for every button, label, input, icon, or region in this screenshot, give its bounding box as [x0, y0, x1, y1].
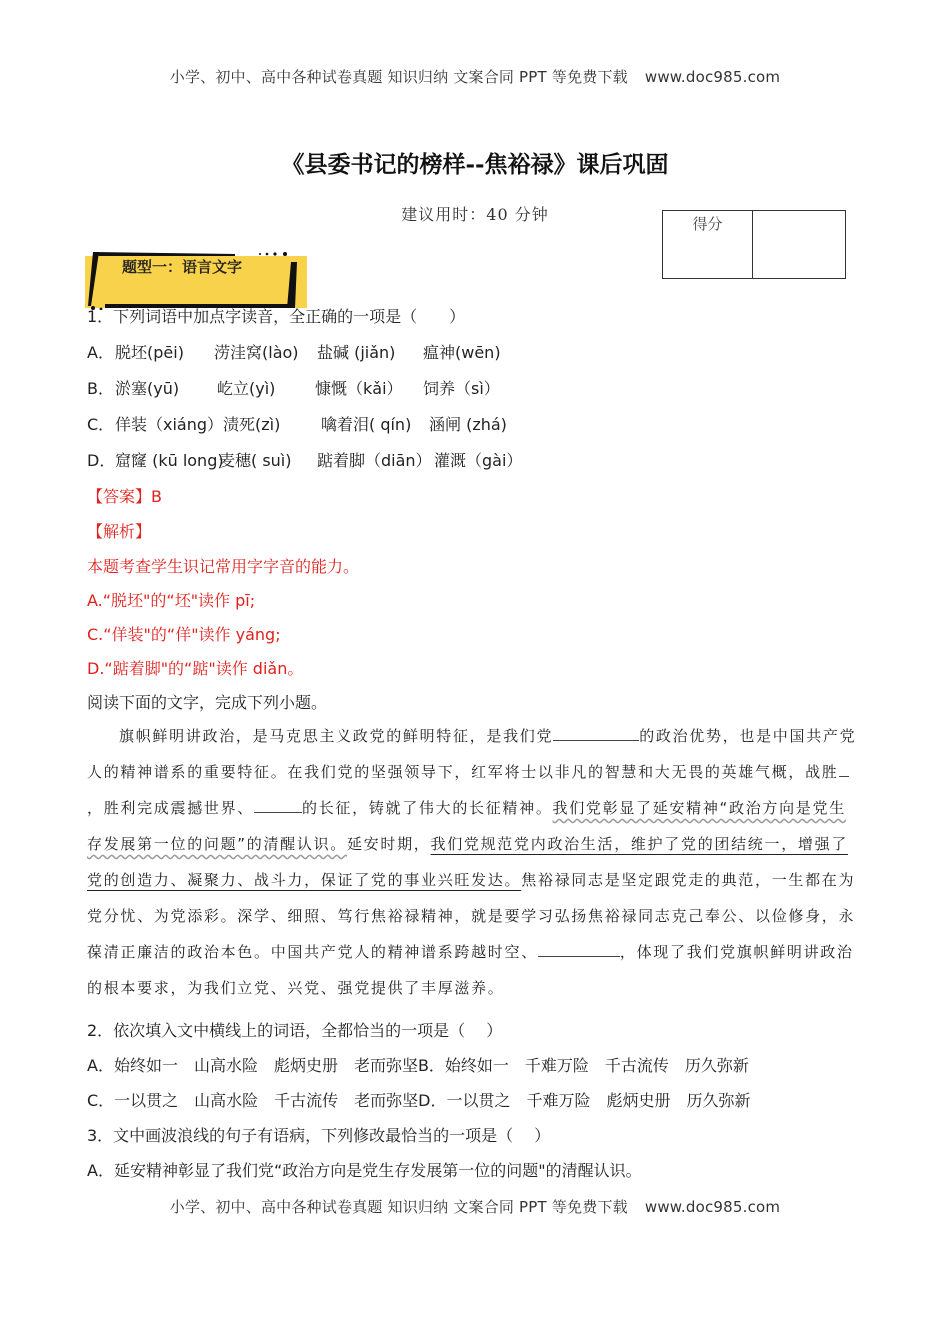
question-2-options-ab: A．始终如一 山高水险 彪炳史册 老而弥坚B．始终如一 千难万险 千古流传 历久弥新 — [87, 1056, 749, 1075]
footer-banner — [0, 1196, 950, 1217]
question-1-option-c — [87, 407, 862, 443]
footer-banner-text: 小学、初中、高中各种试卷真题 知识归纳 文案合同 PPT 等免费下载 — [169, 1198, 628, 1216]
header-banner — [0, 66, 950, 87]
passage-line — [87, 826, 862, 862]
option-item: 盐碱 (jiǎn) — [317, 343, 396, 362]
option-item: 淤塞(yū) — [115, 379, 180, 398]
passage-text: ，体现了我们党旗帜鲜明讲政治 — [619, 943, 854, 961]
option-letter: A． — [87, 343, 114, 362]
score-table — [662, 210, 846, 279]
passage-text: 葆清正廉洁的政治本色。中国共产党人的精神谱系跨越时空、 — [87, 943, 538, 961]
option-letter: D． — [87, 451, 116, 470]
underlined-sentence: 党的创造力、凝聚力、战斗力，保证了党的事业兴旺发达。 — [87, 871, 522, 889]
option-item: 渍死(zì) — [223, 415, 281, 434]
fill-blank-4[interactable] — [538, 938, 620, 957]
option-item: 涵闸 (zhá) — [429, 415, 507, 434]
passage-line — [87, 790, 862, 826]
answer: 【答案】B — [87, 487, 162, 506]
option-item: 涝洼窝(lào) — [214, 343, 299, 362]
passage-line — [87, 862, 862, 898]
option-item: 麦穗( suì) — [219, 451, 292, 470]
fill-blank-3[interactable] — [254, 794, 302, 813]
passage-text: ，胜利完成震撼世界、 — [87, 799, 255, 817]
question-1-option-d — [87, 443, 862, 479]
header-banner-text: 小学、初中、高中各种试卷真题 知识归纳 文案合同 PPT 等免费下载 — [169, 68, 628, 86]
option-item: 脱坯(pēi) — [115, 343, 184, 362]
analysis-label: 【解析】 — [87, 522, 152, 541]
fill-blank-1[interactable] — [553, 722, 639, 741]
footer-site-link[interactable]: www.doc985.com — [644, 1198, 781, 1216]
analysis-line: C.“佯装"的“佯"读作 yáng; — [87, 625, 281, 644]
passage-text: 的长征，铸就了伟大的长征精神。 — [302, 799, 553, 817]
passage-line: 的根本要求，为我们立党、兴党、强党提供了丰厚滋养。 — [87, 979, 505, 997]
option-item: 佯装（xiáng） — [115, 415, 224, 434]
question-2-options-cd: C．一以贯之 山高水险 千古流传 老而弥坚D．一以贯之 千难万险 彪炳史册 历久弥新 — [87, 1091, 751, 1110]
option-item: 踮着脚（diān） — [317, 451, 432, 470]
reading-passage — [87, 718, 862, 1006]
passage-line — [87, 718, 862, 754]
question-1-option-b — [87, 371, 862, 407]
reading-instruction: 阅读下面的文字，完成下列小题。 — [87, 693, 328, 712]
header-site-link[interactable]: www.doc985.com — [644, 68, 781, 86]
option-item: 饲养（sì） — [423, 379, 500, 398]
passage-line: 党分忧、为党添彩。深学、细照、笃行焦裕禄精神，就是要学习弘扬焦裕禄同志克己奉公、以俭修身，永 — [87, 907, 856, 925]
passage-text: 旗帜鲜明讲政治，是马克思主义政党的鲜明特征，是我们党 — [119, 727, 554, 745]
page-title: 《县委书记的榜样--焦裕禄》课后巩固 — [281, 151, 669, 178]
analysis-line: A.“脱坯"的“坯"读作 pī; — [87, 591, 256, 610]
passage-text: 焦裕禄同志是坚定跟党走的典范，一生都在为 — [521, 871, 856, 889]
option-item: 慷慨（kǎi） — [315, 379, 403, 398]
passage-line — [87, 754, 862, 790]
question-1 — [87, 299, 862, 719]
wavy-sentence: 存发展第一位的问题”的清醒认识。 — [87, 835, 347, 853]
passage-text: 延安时期， — [346, 835, 431, 853]
passage-text: 人的精神谱系的重要特征。在我们党的坚强领导下，红军将士以非凡的智慧和大无畏的英雄气概，战胜 — [87, 763, 839, 781]
passage-line — [87, 934, 862, 970]
passage-text: 的政治优势，也是中国共产党 — [639, 727, 857, 745]
section-tag-label: 题型一：语言文字 — [122, 258, 243, 276]
question-2 — [87, 1013, 862, 1188]
question-1-stem: 1．下列词语中加点字读音，全正确的一项是（ ） — [87, 307, 466, 326]
option-item: 灌溉（gài） — [434, 451, 523, 470]
analysis-line: 本题考查学生识记常用字字音的能力。 — [87, 557, 360, 576]
question-1-option-a — [87, 335, 862, 371]
score-value-cell — [753, 211, 843, 278]
question-3-stem: 3．文中画波浪线的句子有语病，下列修改最恰当的一项是（ ） — [87, 1126, 551, 1145]
option-item: 瘟神(wēn) — [423, 343, 501, 362]
analysis-line: D.“踮着脚"的“踮"读作 diǎn。 — [87, 659, 304, 678]
fill-blank-2[interactable] — [839, 758, 849, 777]
question-2-stem: 2．依次填入文中横线上的词语，全都恰当的一项是（ ） — [87, 1021, 503, 1040]
option-item: 噙着泪( qín) — [321, 415, 412, 434]
option-letter: C． — [87, 415, 115, 434]
section-tag — [85, 248, 307, 306]
wavy-sentence: 我们党彰显了延安精神“政治方向是党生 — [552, 799, 846, 817]
question-3-option-a: A．延安精神彰显了我们党“政治方向是党生存发展第一位的问题"的清醒认识。 — [87, 1161, 642, 1180]
score-label: 得分 — [663, 211, 753, 278]
option-letter: B． — [87, 379, 114, 398]
option-item: 屹立(yì) — [217, 379, 276, 398]
suggested-time: 建议用时：40 分钟 — [401, 205, 549, 224]
option-item: 窟窿 (kū long) — [115, 451, 224, 470]
underlined-sentence: 我们党规范党内政治生活，维护了党的团结统一，增强了 — [430, 835, 849, 853]
